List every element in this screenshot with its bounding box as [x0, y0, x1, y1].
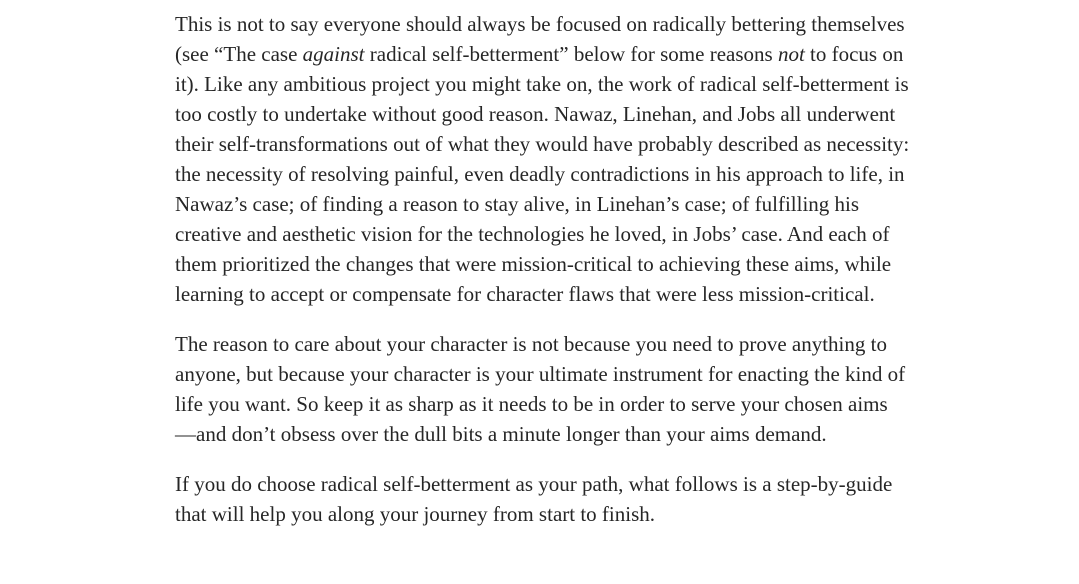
emphasis-against: against	[302, 42, 365, 66]
paragraph-necessity	[175, 9, 910, 309]
emphasis-not: not	[777, 42, 805, 66]
paragraph-text-part: to focus on it). Like any ambitious project you might take on, the work of radical self-betterment is too costly to undertake without good reason. Nawaz, Linehan, and Jobs all underwent their self-transformations out of what they would have probably described as necessity: the necessity of resolving painful, even deadly contradictions in his approach to life, in Nawaz’s case; of finding a reason to stay alive, in Linehan’s case; of fulfilling his creative and aesthetic vision for the technologies he loved, in Jobs’ case. And each of them prioritized the changes that were mission-critical to achieving these aims, while learning to accept or compensate for character flaws that were less mission-critical.	[175, 42, 910, 306]
paragraph-character: The reason to care about your character is not because you need to prove anything to anyone, but because your character is your ultimate instrument for enacting the kind of life you want. So keep it as sharp as it needs to be in order to serve your chosen aims —and don’t obsess over the dull bits a minute longer than your aims demand.	[175, 332, 906, 446]
paragraph-text-part: This is not to say everyone should always be focused on radically bettering themselves (see “The case	[175, 12, 905, 66]
paragraph-guide-intro: If you do choose radical self-betterment as your path, what follows is a step-by-guide that will help you along your journey from start to finish.	[175, 472, 893, 526]
article-body	[175, 9, 910, 549]
paragraph-text-part: radical self-betterment” below for some reasons	[364, 42, 778, 66]
